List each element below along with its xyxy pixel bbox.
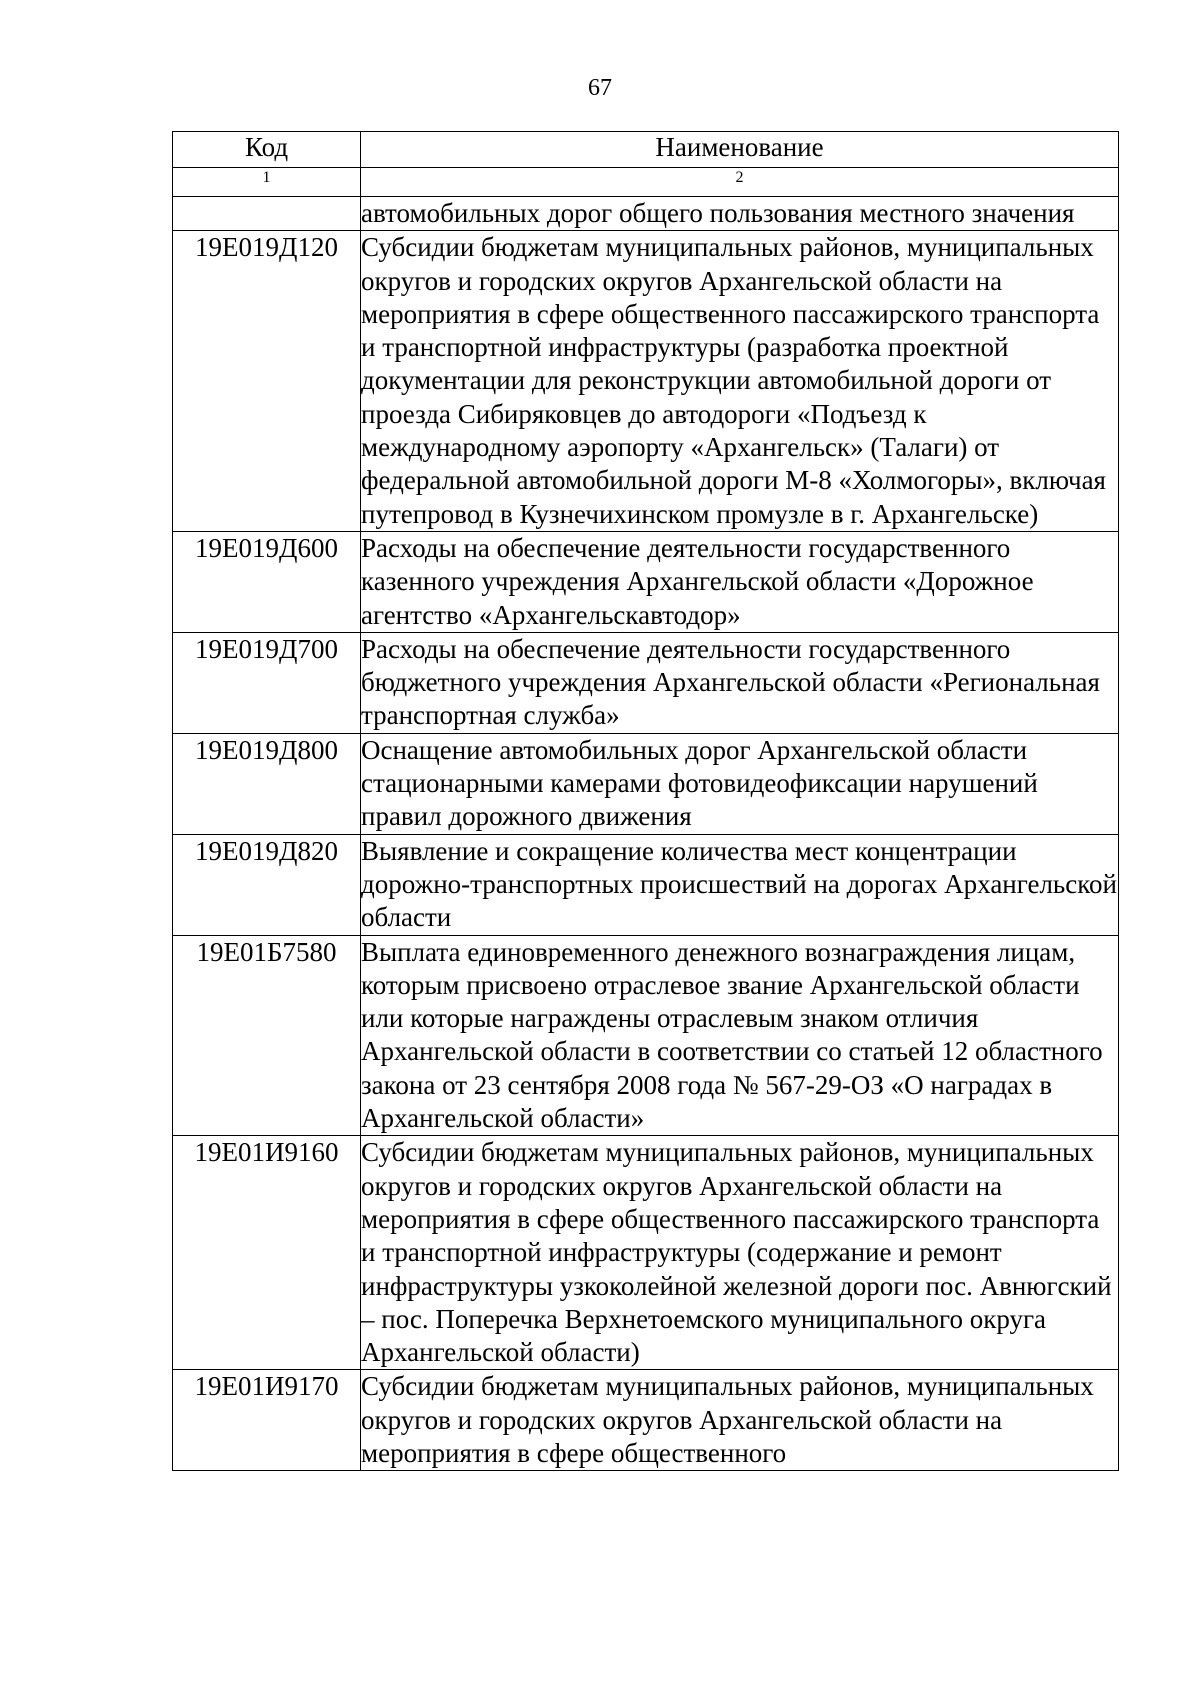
row-code: 19Е019Д820 — [173, 834, 361, 935]
row-name: Выплата единовременного денежного вознаграждения лицам, которым присвоено отраслевое звание Архангельской области или которые награждены отраслевым знаком отличия Архангельской области в соответствии со статьей 12 областного закона от 23 сентября 2008 года № 567-29-ОЗ «О наградах в Архангельской области» — [361, 935, 1119, 1136]
table-row — [173, 733, 1119, 834]
header-code: Код — [173, 132, 361, 168]
row-code: 19Е01Б7580 — [173, 935, 361, 1136]
table-row — [173, 231, 1119, 532]
page-number: 67 — [588, 75, 612, 101]
row-code: 19Е019Д600 — [173, 531, 361, 632]
table-row — [173, 197, 1119, 231]
column-number-row — [173, 168, 1119, 197]
row-name: Оснащение автомобильных дорог Архангельской области стационарными камерами фотовидеофиксации нарушений правил дорожного движения — [361, 733, 1119, 834]
table-row — [173, 632, 1119, 733]
table-header-row — [173, 132, 1119, 168]
table-row — [173, 935, 1119, 1136]
row-name: Субсидии бюджетам муниципальных районов, муниципальных округов и городских округов Архангельской области на мероприятия в сфере общественного пассажирского транспорта и транспортной инфраструктуры (разработка проектной документации для реконструкции автомобильной дороги от проезда Сибиряковцев до автодороги «Подъезд к международному аэропорту «Архангельск» (Талаги) от федеральной автомобильной дороги М-8 «Холмогоры», включая путепровод в Кузнечихинском промузле в г. Архангельске) — [361, 231, 1119, 532]
row-code: 19Е019Д800 — [173, 733, 361, 834]
column-number-name: 2 — [361, 168, 1119, 197]
row-name: Выявление и сокращение количества мест концентрации дорожно-транспортных происшествий на дорогах Архангельской области — [361, 834, 1119, 935]
row-code: 19Е019Д700 — [173, 632, 361, 733]
row-code — [173, 197, 361, 231]
row-name: Субсидии бюджетам муниципальных районов, муниципальных округов и городских округов Архангельской области на мероприятия в сфере общественного — [361, 1370, 1119, 1471]
row-name: автомобильных дорог общего пользования местного значения — [361, 197, 1119, 231]
header-name: Наименование — [361, 132, 1119, 168]
table-row — [173, 531, 1119, 632]
row-code: 19Е01И9170 — [173, 1370, 361, 1471]
row-code: 19Е01И9160 — [173, 1136, 361, 1370]
table-row — [173, 834, 1119, 935]
table-row — [173, 1370, 1119, 1471]
row-name: Субсидии бюджетам муниципальных районов, муниципальных округов и городских округов Архангельской области на мероприятия в сфере общественного пассажирского транспорта и транспортной инфраструктуры (содержание и ремонт инфраструктуры узкоколейной железной дороги пос. Авнюгский – пос. Поперечка Верхнетоемского муниципального округа Архангельской области) — [361, 1136, 1119, 1370]
column-number-code: 1 — [173, 168, 361, 197]
row-name: Расходы на обеспечение деятельности государственного бюджетного учреждения Архангельской области «Региональная транспортная служба» — [361, 632, 1119, 733]
table-row — [173, 1136, 1119, 1370]
budget-codes-table — [172, 131, 1119, 1471]
row-code: 19Е019Д120 — [173, 231, 361, 532]
row-name: Расходы на обеспечение деятельности государственного казенного учреждения Архангельской области «Дорожное агентство «Архангельскавтодор» — [361, 531, 1119, 632]
